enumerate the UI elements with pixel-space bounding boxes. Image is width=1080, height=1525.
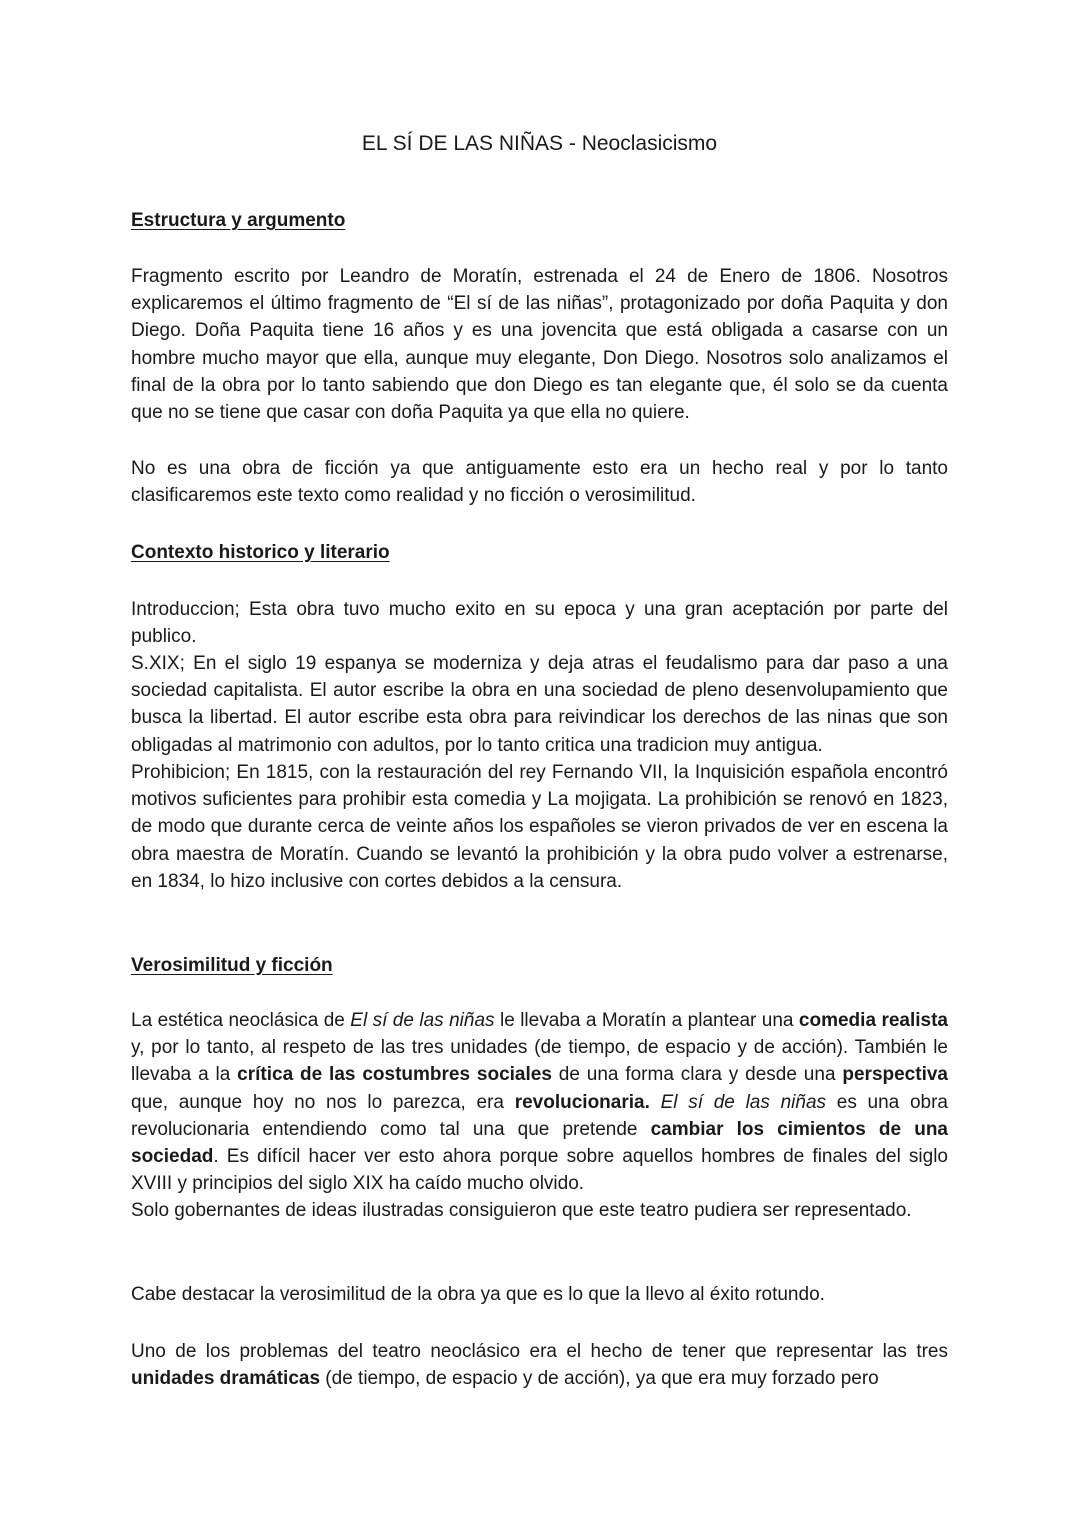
paragraph-estetica-neoclasica xyxy=(131,1007,948,1197)
paragraph-siglo-xix: S.XIX; En el siglo 19 espanya se moderniza y deja atras el feudalismo para dar paso a una sociedad capitalista. El autor escribe la obra en una sociedad de pleno desenvolupamiento que busca la libertad. El autor escribe esta obra para reivindicar los derechos de las ninas que son obligadas al matrimonio con adultos, por lo tanto critica una tradicion muy antigua. xyxy=(131,653,948,756)
text-run: La estética neoclásica de xyxy=(131,1010,351,1031)
text-run: . Es difícil hacer ver esto ahora porque sobre aquellos hombres de finales del siglo XVIII y principios del siglo XIX ha caído mucho olvido. xyxy=(131,1146,948,1195)
work-title-italic: El sí de las niñas xyxy=(660,1091,827,1113)
text-run: Uno de los problemas del teatro neoclásico era el hecho de tener que representar las tres xyxy=(131,1341,948,1362)
bold-unidades-dramaticas: unidades dramáticas xyxy=(131,1368,321,1390)
bold-revolucionaria: revolucionaria. xyxy=(514,1091,650,1113)
section-heading-contexto: Contexto historico y literario xyxy=(131,542,390,563)
section-heading-verosimilitud: Verosimilitud y ficción xyxy=(131,955,333,976)
work-title-italic: El sí de las niñas xyxy=(350,1010,495,1031)
bold-comedia-realista: comedia realista xyxy=(798,1010,948,1031)
text-run: es una obra revolucionaria entendiendo como tal una que pretende xyxy=(131,1091,948,1140)
section-heading-estructura: Estructura y argumento xyxy=(131,210,346,231)
paragraph-introduccion: Introduccion; Esta obra tuvo mucho exito en su epoca y una gran aceptación por parte del publico. xyxy=(131,599,948,648)
paragraph-verosimilitud-exito: Cabe destacar la verosimilitud de la obra ya que es lo que la llevo al éxito rotundo. xyxy=(131,1284,825,1305)
text-run: y, por lo tanto, al respeto de las tres unidades (de tiempo, de espacio y de acción). También le llevaba a la xyxy=(131,1037,948,1086)
text-run xyxy=(650,1092,661,1113)
paragraph-argumento: Fragmento escrito por Leandro de Moratín, estrenada el 24 de Enero de 1806. Nosotros explicaremos el último fragmento de “El sí de las niñas”, protagonizado por doña Paquita y don Diego. Doña Paquita tiene 16 años y es una jovencita que está obligada a casarse con un hombre mucho mayor que ella, aunque muy elegante, Don Diego. Nosotros solo analizamos el final de la obra por lo tanto sabiendo que don Diego es tan elegante que, él solo se da cuenta que no se tiene que casar con doña Paquita ya que ella no quiere. xyxy=(131,266,948,424)
text-run: que, aunque hoy no nos lo parezca, era xyxy=(131,1091,515,1113)
paragraph-prohibicion: Prohibicion; En 1815, con la restauración del rey Fernando VII, la Inquisición española encontró motivos suficientes para prohibir esta comedia y La mojigata. La prohibición se renovó en 1823, de modo que durante cerca de veinte años los españoles se vieron privados de ver en escena la obra maestra de Moratín. Cuando se levantó la prohibición y la obra pudo volver a estrenarse, en 1834, lo hizo inclusive con cortes debidos a la censura. xyxy=(131,762,948,892)
text-run: (de tiempo, de espacio y de acción), ya que era muy forzado pero xyxy=(320,1368,879,1390)
document-title: EL SÍ DE LAS NIÑAS - Neoclasicismo xyxy=(361,132,718,155)
text-run: le llevaba a Moratín a plantear una xyxy=(494,1010,799,1031)
bold-cambiar-cimientos: cambiar los cimientos de una sociedad xyxy=(131,1118,948,1168)
bold-perspectiva: perspectiva xyxy=(842,1064,948,1086)
paragraph-gobernantes: Solo gobernantes de ideas ilustradas consiguieron que este teatro pudiera ser representado. xyxy=(131,1200,912,1221)
document-page xyxy=(131,0,948,1525)
paragraph-ficcion-realidad: No es una obra de ficción ya que antiguamente esto era un hecho real y por lo tanto clasificaremos este texto como realidad y no ficción o verosimilitud. xyxy=(131,458,948,507)
bold-critica-costumbres: crítica de las costumbres sociales xyxy=(237,1064,552,1086)
paragraph-unidades-dramaticas xyxy=(131,1338,948,1392)
text-run: de una forma clara y desde una xyxy=(551,1064,843,1086)
